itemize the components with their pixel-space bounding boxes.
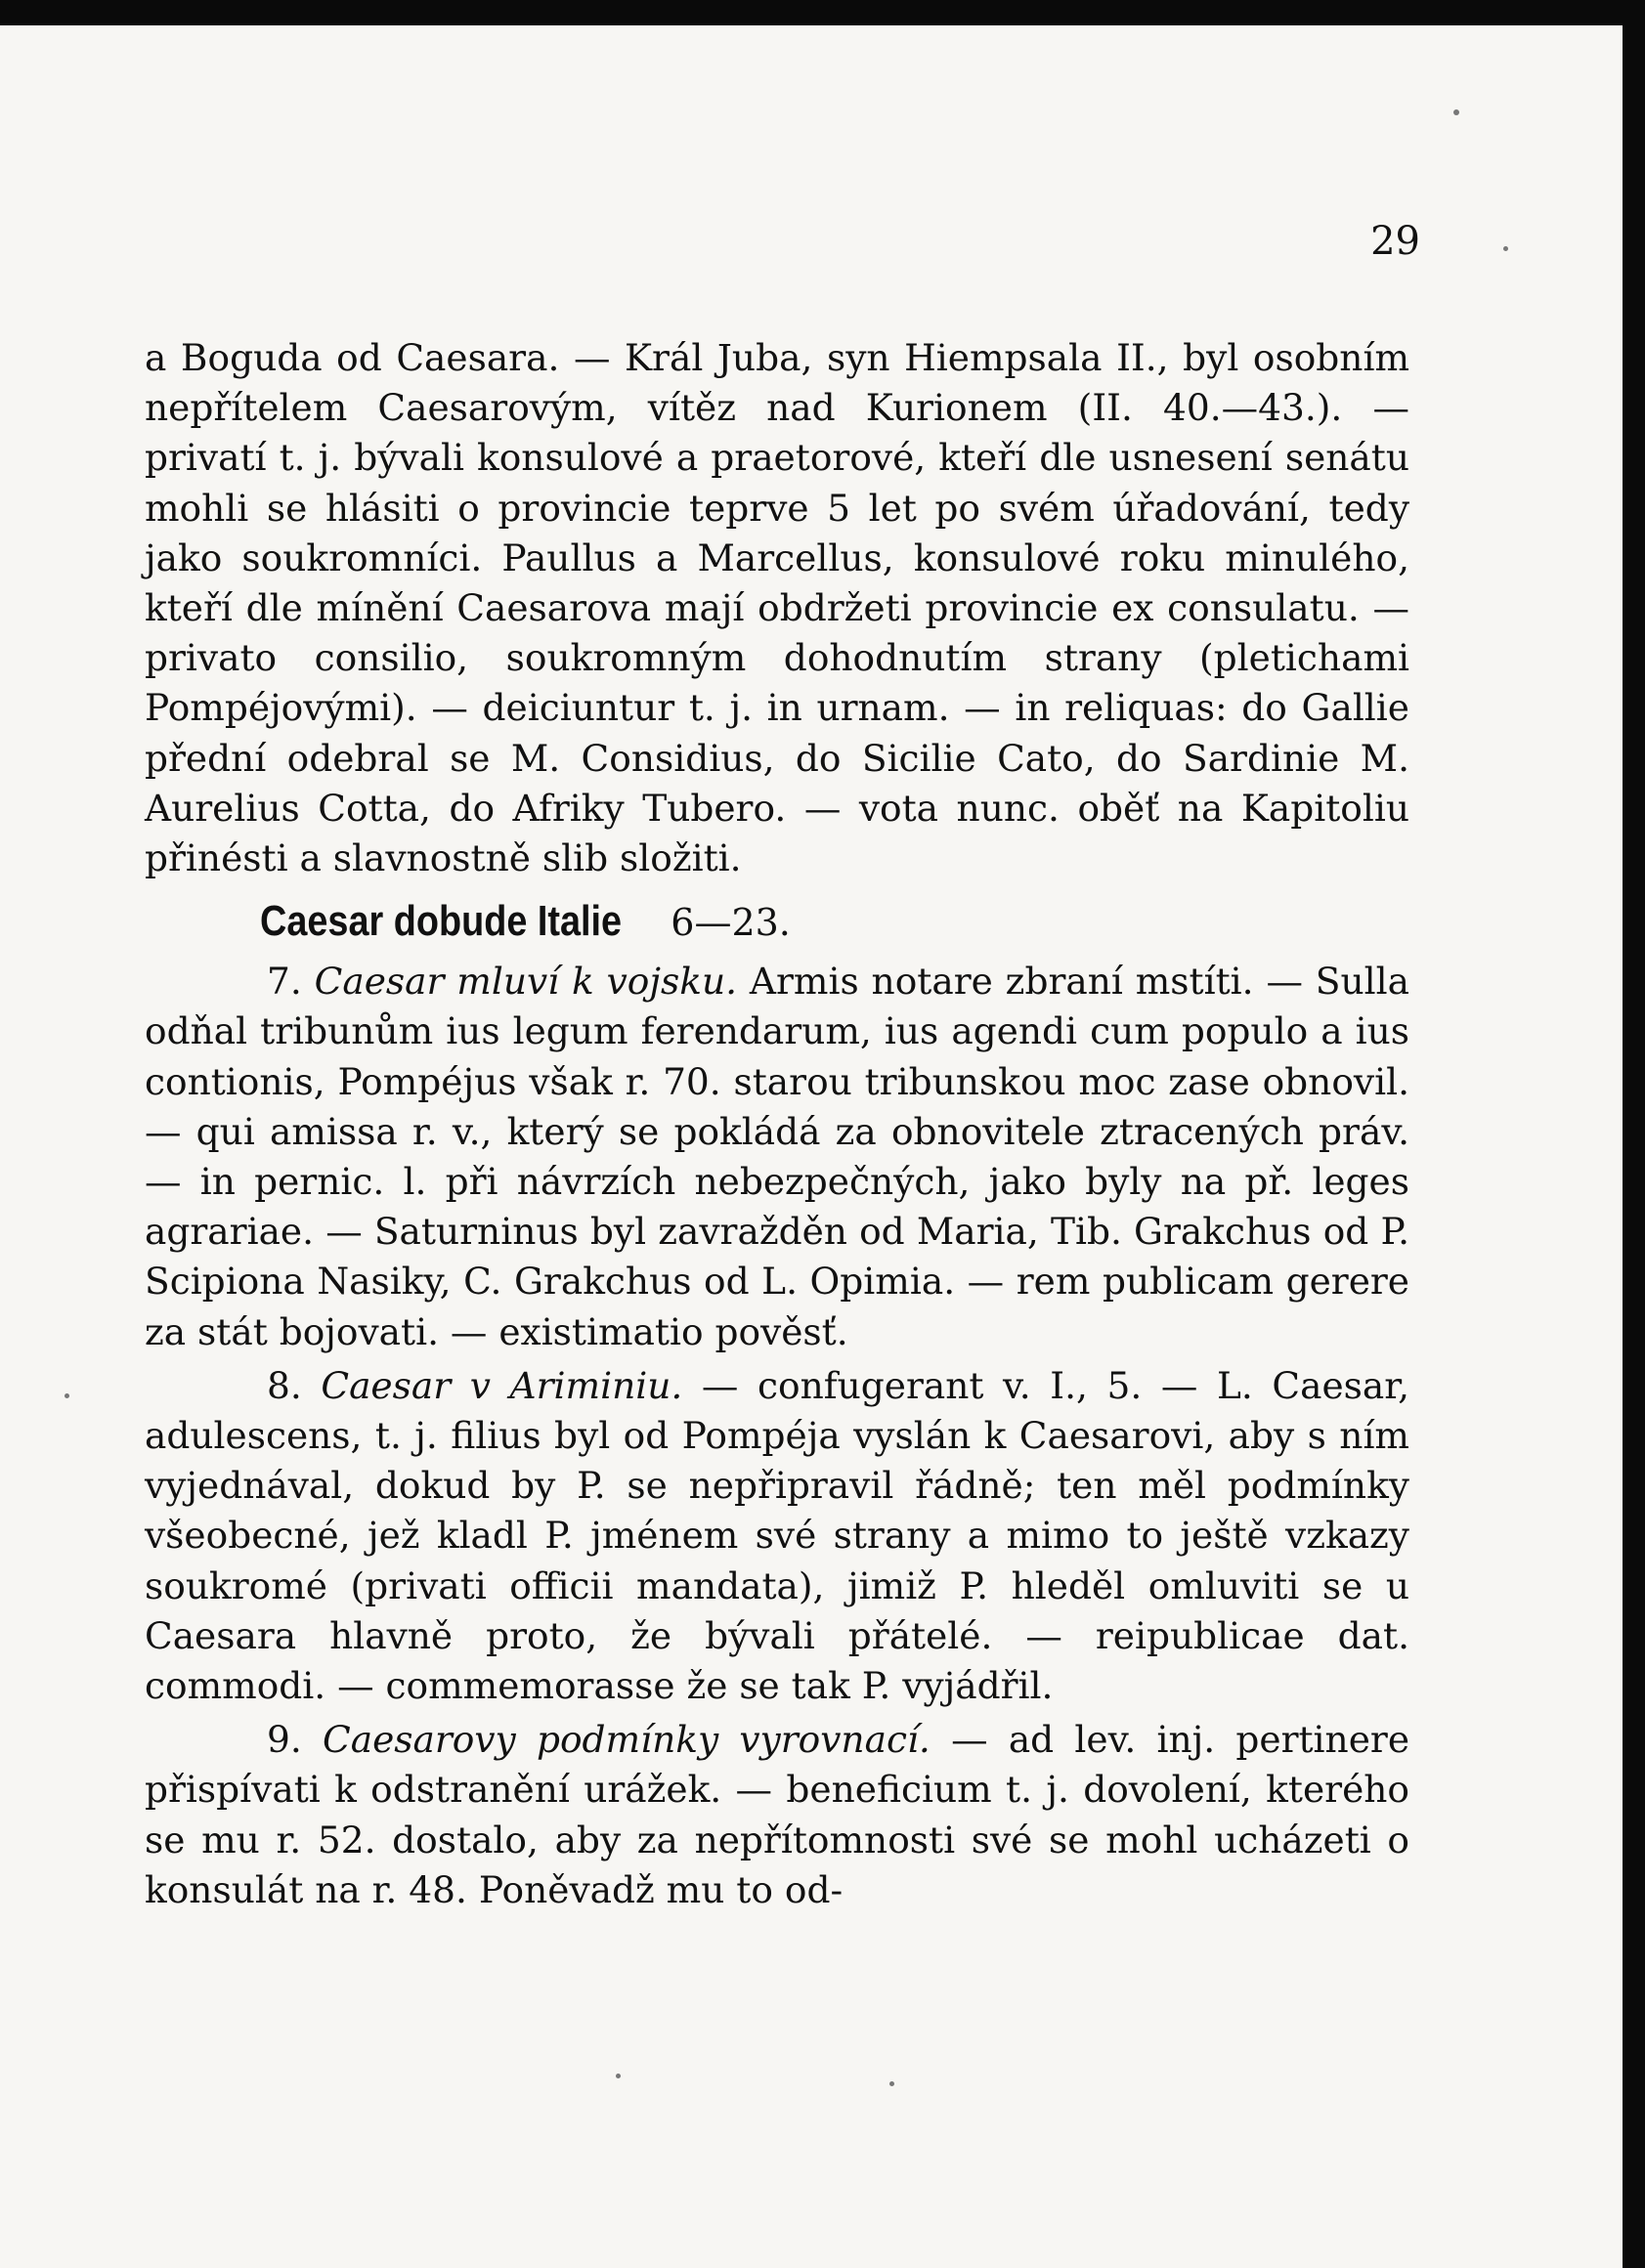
section-paragraph-7: [145, 957, 1409, 1357]
section-number: 8.: [267, 1363, 302, 1407]
section-title: Caesarovy podmínky vyrovnací.: [323, 1718, 931, 1762]
section-title: Caesar v Ariminiu.: [321, 1363, 683, 1407]
section-text: Armis notare zbraní mstíti. — Sulla odňal tribunům ius legum ferendarum, ius agendi cum populo a ius contionis, Pompéjus však r. 70. starou tribunskou moc zase obnovil. — qui amissa r. v., který se pokládá za obnovitele ztracených práv. — in pernic. l. při návrzích nebezpečných, jako byly na př. leges agrariae. — Saturninus byl zavražděn od Maria, Tib. Grakchus od P. Scipiona Nasiky, C. Grakchus od L. Opimia. — rem publicam gerere za stát bojovati. — existimatio pověsť.: [145, 960, 1409, 1353]
text-block: [145, 333, 1409, 1915]
section-text: — confugerant v. I., 5. — L. Caesar, adulescens, t. j. filius byl od Pompéja vyslán k Caesarovi, aby s ním vyjednával, dokud by P. se nepřipravil řádně; ten měl podmínky všeobecné, jež kladl P. jménem své strany a mimo to ještě vzkazy soukromé (privati officii mandata), jimiž P. hleděl omluviti se u Caesara hlavně proto, že bývali přátelé. — reipublicae dat. commodi. — commemorasse že se tak P. vyjádřil.: [145, 1363, 1409, 1708]
scan-speck: [616, 2074, 621, 2078]
section-paragraph-8: [145, 1361, 1409, 1711]
intro-paragraph: a Boguda od Caesara. — Král Juba, syn Hiempsala II., byl osobním nepřítelem Caesarovým, vítěz nad Kurionem (II. 40.—43.). — privatí t. j. bývali konsulové a praetorové, kteří dle usnesení senátu mohli se hlásiti o provincie teprve 5 let po svém úřadování, tedy jako soukromníci. Paullus a Marcellus, konsulové roku minulého, kteří dle mínění Caesarova mají obdržeti provincie ex consulatu. — privato consilio, soukromným dohodnutím strany (pletichami Pompéjovými). — deiciuntur t. j. in urnam. — in reliquas: do Gallie přední odebral se M. Considius, do Sicilie Cato, do Sardinie M. Aurelius Cotta, do Afriky Tubero. — vota nunc. oběť na Kapitoliu přinésti a slavnostně slib složiti.: [145, 336, 1409, 880]
scan-speck: [889, 2081, 894, 2086]
chapter-heading-title: Caesar dobude Italie: [260, 897, 623, 946]
section-title: Caesar mluví k vojsku.: [314, 960, 738, 1004]
section-number: 9.: [267, 1718, 302, 1762]
scan-speck: [1453, 109, 1459, 115]
section-paragraph-9: [145, 1715, 1409, 1915]
scan-speck: [1503, 246, 1508, 251]
section-text: — ad lev. inj. pertinere přispívati k odstranění urážek. — beneficium t. j. dovolení, kterého se mu r. 52. dostalo, aby za nepřítomnosti své se mohl ucházeti o konsulát na r. 48. Poněvadž mu to od-: [145, 1718, 1410, 1911]
scanned-page: [0, 25, 1623, 2268]
chapter-heading-range: 6—23.: [671, 901, 791, 945]
scan-speck: [65, 1393, 69, 1398]
chapter-heading: [145, 891, 1409, 953]
page-number: 29: [1370, 219, 1420, 264]
section-number: 7.: [267, 960, 302, 1004]
